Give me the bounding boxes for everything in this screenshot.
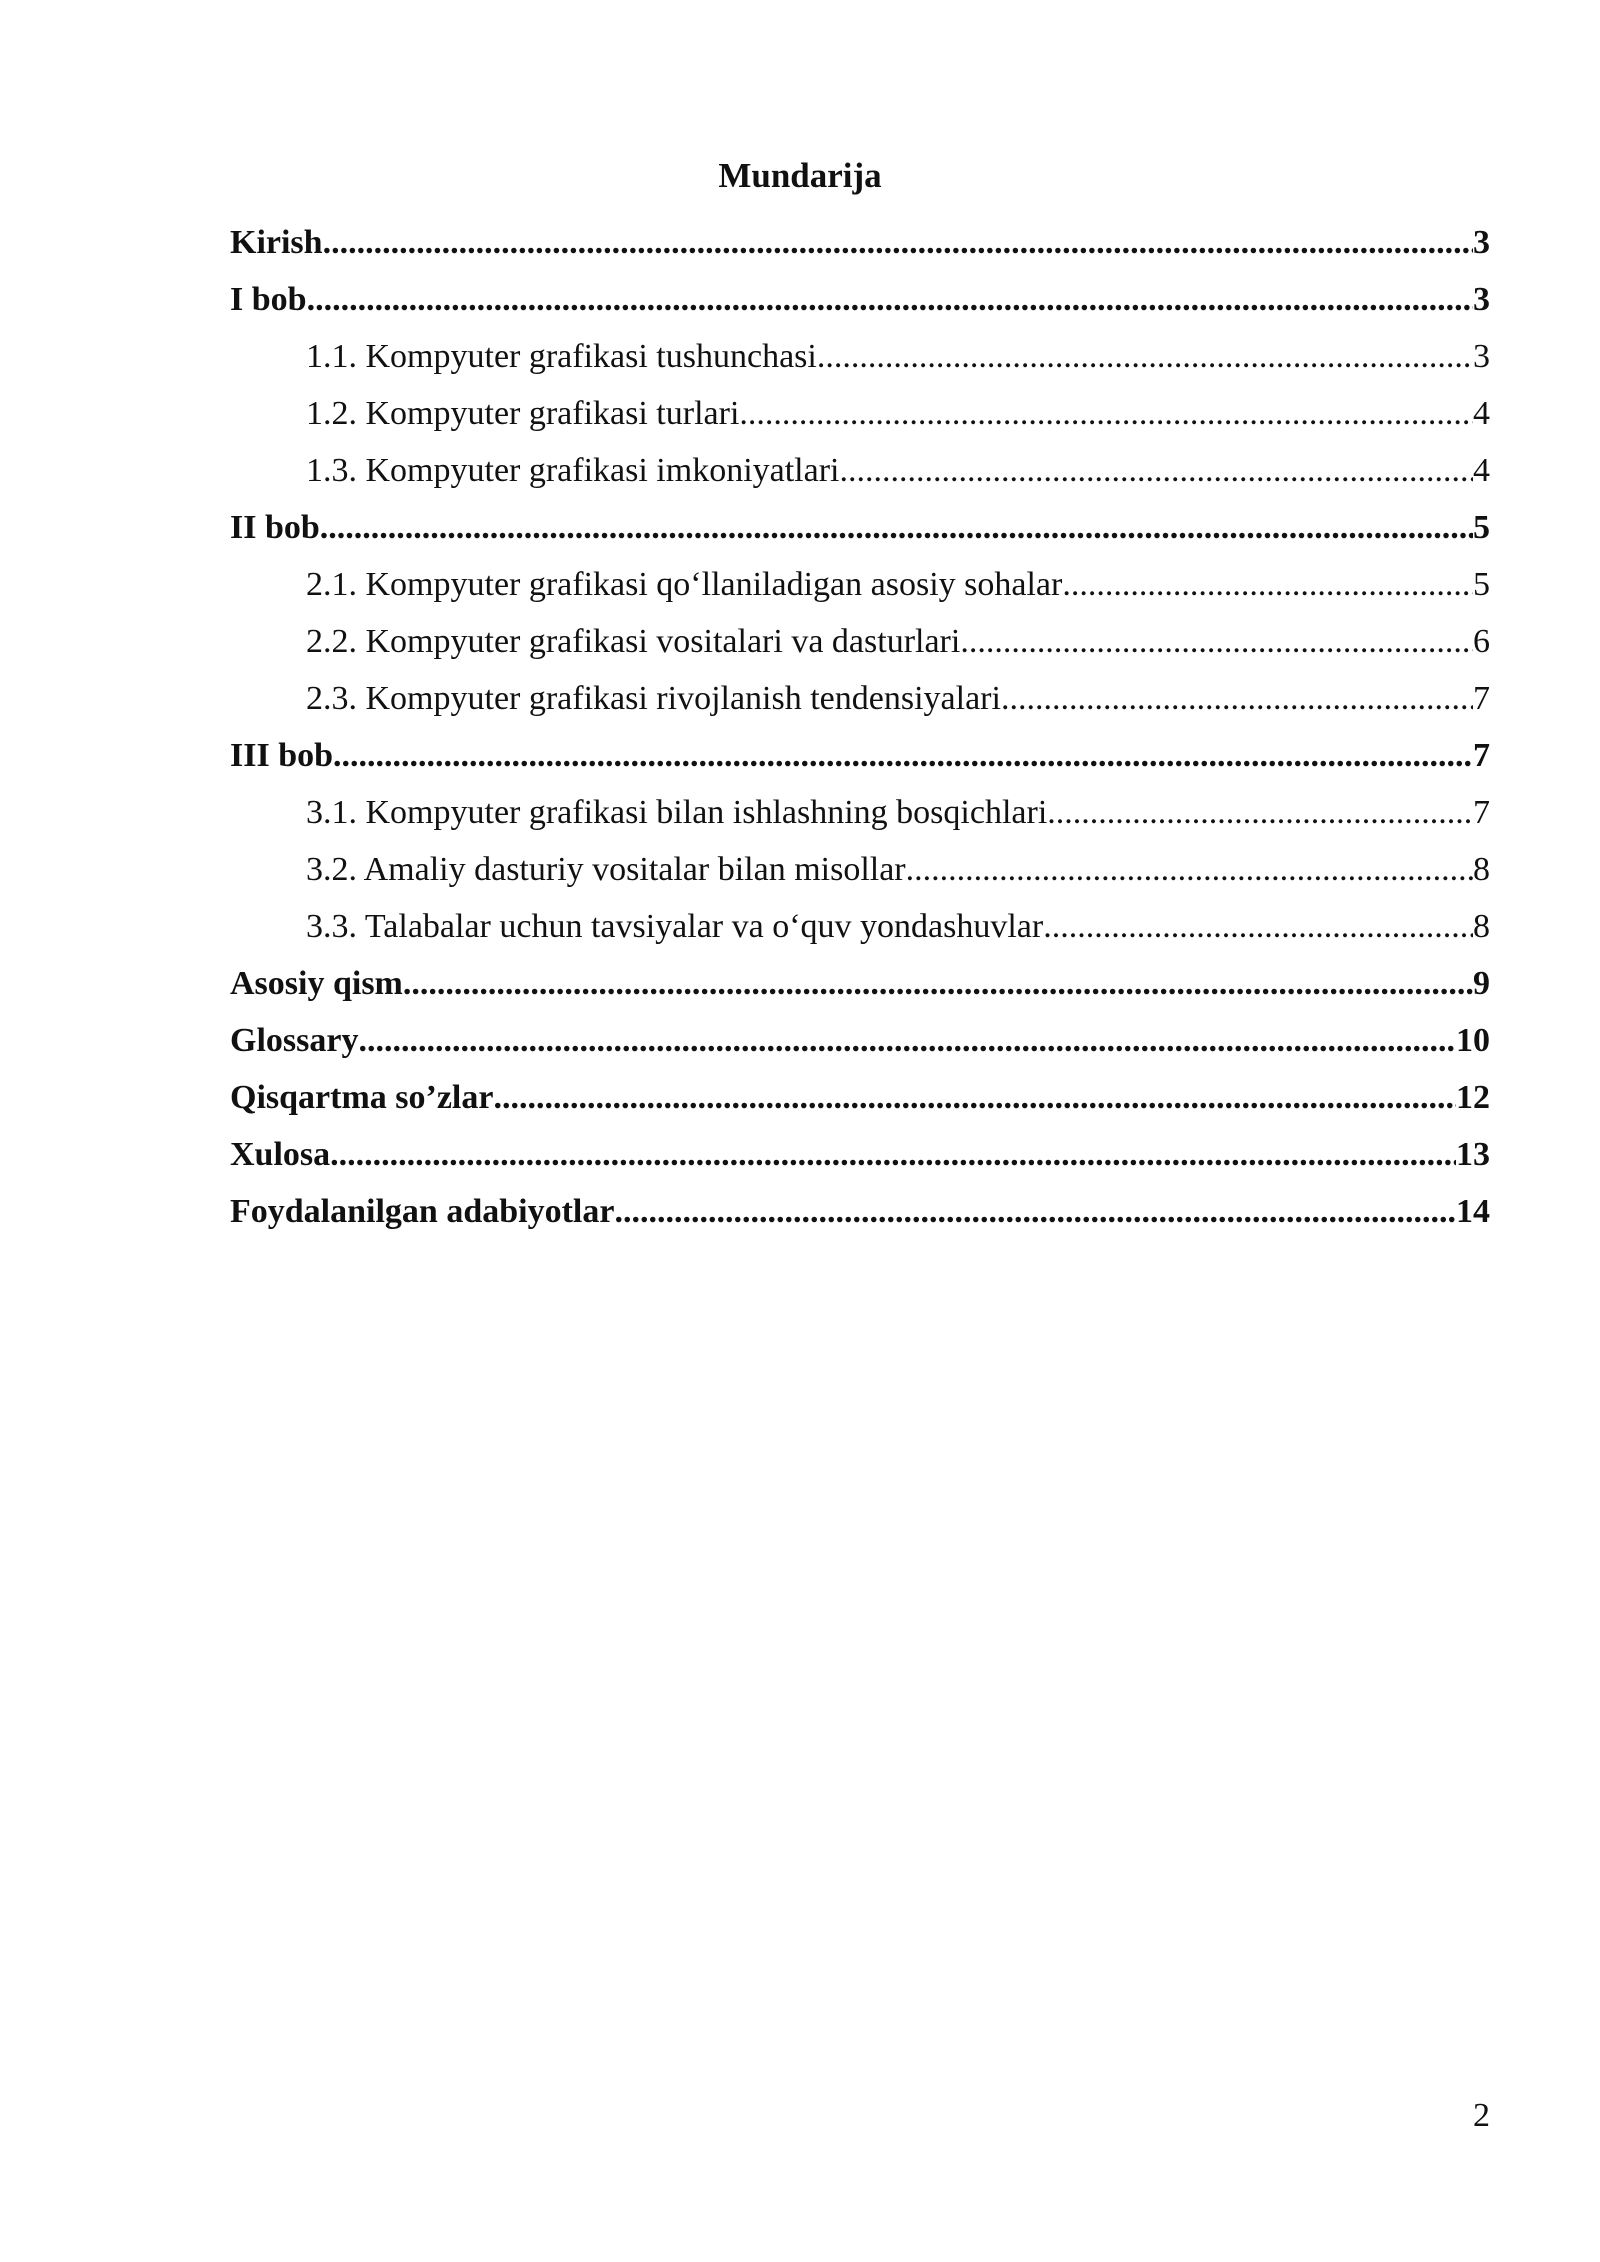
toc-entry-page-number: 5 (1473, 566, 1490, 603)
toc-entry-label: 1.1. Kompyuter grafikasi tushunchasi (306, 338, 817, 375)
toc-chapter-entry[interactable] (230, 955, 1490, 1012)
toc-chapter-entry[interactable] (230, 1183, 1490, 1240)
table-of-contents (230, 214, 1490, 1240)
toc-entry-label: Foydalanilgan adabiyotlar (230, 1193, 615, 1230)
toc-section-entry[interactable] (230, 841, 1490, 898)
toc-dot-leader (739, 385, 1473, 442)
toc-dot-leader (323, 214, 1473, 271)
toc-entry-page-number: 10 (1456, 1022, 1490, 1059)
toc-dot-leader (614, 1183, 1456, 1240)
toc-entry-page-number: 13 (1456, 1136, 1490, 1173)
toc-entry-label: Kirish (230, 224, 323, 261)
toc-title: Mundarija (718, 156, 882, 195)
toc-dot-leader (817, 328, 1473, 385)
toc-entry-label: 1.3. Kompyuter grafikasi imkoniyatlari (306, 452, 840, 489)
toc-chapter-entry[interactable] (230, 499, 1490, 556)
toc-entry-label: 3.2. Amaliy dasturiy vositalar bilan misollar (306, 851, 906, 888)
toc-entry-label: Glossary (230, 1022, 359, 1059)
toc-entry-label: 3.1. Kompyuter grafikasi bilan ishlashning bosqichlari (306, 794, 1048, 831)
toc-chapter-entry[interactable] (230, 271, 1490, 328)
toc-entry-label: 2.1. Kompyuter grafikasi qo‘llaniladigan asosiy sohalar (306, 566, 1063, 603)
toc-entry-label: Xulosa (230, 1136, 331, 1173)
toc-entry-label: 1.2. Kompyuter grafikasi turlari (306, 395, 740, 432)
toc-section-entry[interactable] (230, 442, 1490, 499)
toc-section-entry[interactable] (230, 670, 1490, 727)
toc-entry-page-number: 12 (1456, 1079, 1490, 1116)
toc-chapter-entry[interactable] (230, 727, 1490, 784)
toc-chapter-entry[interactable] (230, 1069, 1490, 1126)
toc-section-entry[interactable] (230, 613, 1490, 670)
toc-entry-label: Qisqartma so’zlar (230, 1079, 494, 1116)
toc-chapter-entry[interactable] (230, 214, 1490, 271)
toc-entry-page-number: 4 (1473, 452, 1490, 489)
toc-chapter-entry[interactable] (230, 1126, 1490, 1183)
toc-section-entry[interactable] (230, 898, 1490, 955)
toc-dot-leader (840, 442, 1474, 499)
toc-entry-label: II bob (230, 509, 320, 546)
toc-section-entry[interactable] (230, 784, 1490, 841)
toc-entry-page-number: 8 (1473, 908, 1490, 945)
toc-dot-leader (1001, 670, 1473, 727)
toc-dot-leader (330, 1126, 1456, 1183)
toc-entry-page-number: 3 (1473, 338, 1490, 375)
toc-dot-leader (906, 841, 1473, 898)
toc-entry-label: 2.3. Kompyuter grafikasi rivojlanish tendensiyalari (306, 680, 1001, 717)
toc-entry-page-number: 7 (1473, 737, 1490, 774)
toc-section-entry[interactable] (230, 385, 1490, 442)
toc-entry-page-number: 8 (1473, 851, 1490, 888)
toc-section-entry[interactable] (230, 328, 1490, 385)
toc-entry-page-number: 7 (1473, 680, 1490, 717)
toc-dot-leader (1043, 898, 1473, 955)
toc-entry-label: 2.2. Kompyuter grafikasi vositalari va dasturlari (306, 623, 961, 660)
toc-section-entry[interactable] (230, 556, 1490, 613)
toc-entry-page-number: 5 (1473, 509, 1490, 546)
toc-chapter-entry[interactable] (230, 1012, 1490, 1069)
toc-entry-page-number: 9 (1473, 965, 1490, 1002)
toc-dot-leader (1062, 556, 1473, 613)
toc-dot-leader (403, 955, 1473, 1012)
toc-entry-label: Asosiy qism (230, 965, 403, 1002)
toc-entry-page-number: 7 (1473, 794, 1490, 831)
toc-dot-leader (493, 1069, 1456, 1126)
page-number: 2 (1473, 2097, 1490, 2134)
toc-dot-leader (960, 613, 1473, 670)
toc-entry-page-number: 14 (1456, 1193, 1490, 1230)
toc-entry-label: 3.3. Talabalar uchun tavsiyalar va o‘quv yondashuvlar (306, 908, 1044, 945)
toc-entry-page-number: 6 (1473, 623, 1490, 660)
toc-dot-leader (358, 1012, 1456, 1069)
toc-entry-page-number: 3 (1473, 224, 1490, 261)
toc-dot-leader (1047, 784, 1473, 841)
toc-dot-leader (307, 271, 1473, 328)
toc-dot-leader (333, 727, 1473, 784)
toc-entry-page-number: 3 (1473, 281, 1490, 318)
toc-dot-leader (320, 499, 1473, 556)
toc-entry-label: I bob (230, 281, 307, 318)
toc-entry-label: III bob (230, 737, 334, 774)
toc-entry-page-number: 4 (1473, 395, 1490, 432)
